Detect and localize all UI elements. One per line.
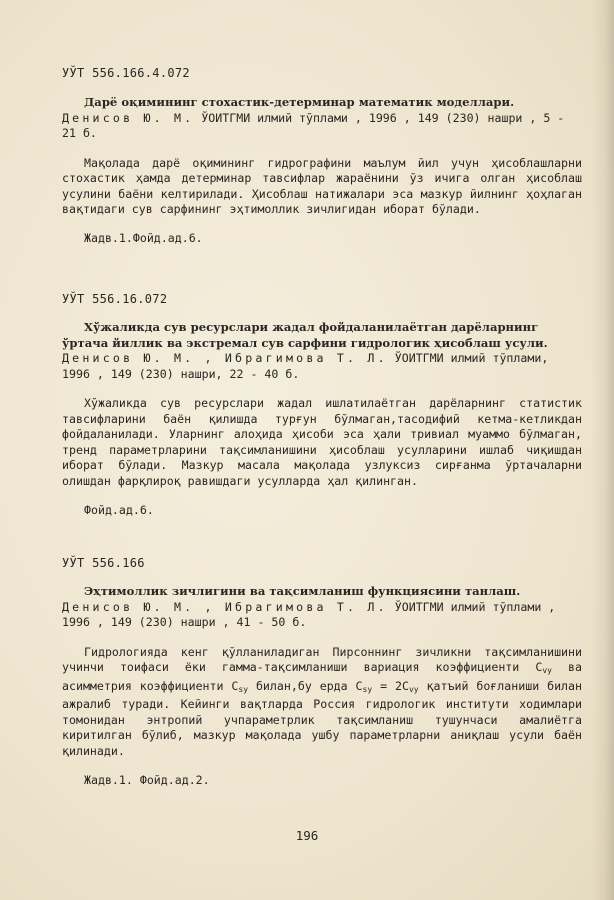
entry-source: ЎОИТГМИ илмий тўплами , 1996 , 149 (230) нашри , 41 - 50 б.: [62, 599, 556, 629]
subscript-sy: sy: [238, 684, 249, 694]
entry-refs: Жадв.1. Фойд.ад.2.: [84, 773, 210, 787]
entry-title: Хўжаликда сув ресурслари жадал фойдаланилаётган дарёларнинг ўртача йиллик ва экстремал сув сарфини гидрологик ҳисоблаш усули.: [62, 320, 548, 350]
abstract-text: Гидрологияда кенг қўлланиладиган Пирсоннинг зичликни тақсимланишини учинчи тоифаси ёки гамма-тақсимланиши вариация коэффициенти C: [62, 644, 582, 674]
subscript-vy: vy: [542, 666, 552, 675]
udk-code: УЎТ 556.16.072: [62, 292, 168, 306]
abstract-entry-3: [62, 556, 582, 787]
entry-authors: Денисов Ю. М. , Ибрагимова Т. Л.: [62, 351, 388, 365]
entry-authors: Денисов Ю. М.: [62, 110, 195, 125]
abstract-text: қатъий боғланиши билан ажралиб туради. Кейинги вақтларда Россия гидрологик институти ходимлари томонидан энтропий учпараметрлик тақсимланиш тушунчаси амалиётга киритилган бўлиб, мазкур мақолада ушбу параметрларни аниқлаш усули баён қилинади.: [62, 678, 582, 758]
entry-title: Эҳтимоллик зичлигини ва тақсимланиш функциясини танлаш.: [84, 584, 521, 598]
entry-abstract: Хўжаликда сув ресурслари жадал ишлатилаётган дарёларнинг статистик тавсифларини баён қилишда турғун бўлмаган,тасодифий кетма-кетликдан фойдаланилади. Уларнинг алоҳида ҳисоби эса ҳали тривиал муаммо бўлмаган, тренд параметрларини тақсимланишини ҳисоблаш усулларини ишлаб чиқишдан иборат бўлади. Мазкур масала мақолада узлуксиз сирғанма ўртачаларни олишдан фарқлироқ равишдаги усулларда ҳал қилинган.: [62, 396, 582, 488]
entry-abstract: Мақолада дарё оқимининг гидрографини маълум йил учун ҳисоблашларни стохастик ҳамда детерминар тавсифлар жараёнини ўз ичига олган ҳисоблаш усулини баёни келтирилади. Ҳисоблаш натижалари эса мазкур йилнинг ҳоҳлаган вақтидаги сув сарфининг эҳтимоллик зичлигидан иборат бўлади.: [62, 155, 582, 216]
entry-heading: [62, 320, 582, 382]
entry-refs: Жадв.1.Фойд.ад.6.: [84, 230, 203, 245]
entry-refs: Фойд.ад.6.: [84, 503, 154, 517]
abstract-entry-2: [62, 292, 582, 517]
abstract-text: = 2C: [372, 678, 409, 693]
udk-code: УЎТ 556.166.4.072: [62, 66, 190, 80]
entry-heading: [62, 95, 582, 142]
abstract-entry-1: [62, 66, 582, 245]
abstract-text: билан,бу ерда C: [248, 678, 363, 693]
page-number: 196: [295, 828, 319, 843]
entry-source: ЎОИТГМИ илмий тўплами , 1996 , 149 (230) нашри , 5 - 21 б.: [62, 110, 565, 140]
entry-abstract: [62, 645, 582, 760]
page-edge-shadow: [592, 0, 614, 900]
udk-code: УЎТ 556.166: [62, 556, 145, 570]
subscript-vy: vy: [408, 684, 419, 694]
entry-title: Дарё оқимининг стохастик-детерминар математик моделлари.: [84, 95, 515, 109]
entry-source: ЎОИТГМИ илмий тўплами, 1996 , 149 (230) нашри, 22 - 40 б.: [62, 351, 549, 381]
entry-authors: Денисов Ю. М. , Ибрагимова Т. Л.: [62, 599, 388, 614]
subscript-sy: sy: [362, 684, 373, 694]
abstract-text: ва асимметрия коэффициенти C: [62, 660, 582, 693]
entry-heading: [62, 584, 582, 631]
